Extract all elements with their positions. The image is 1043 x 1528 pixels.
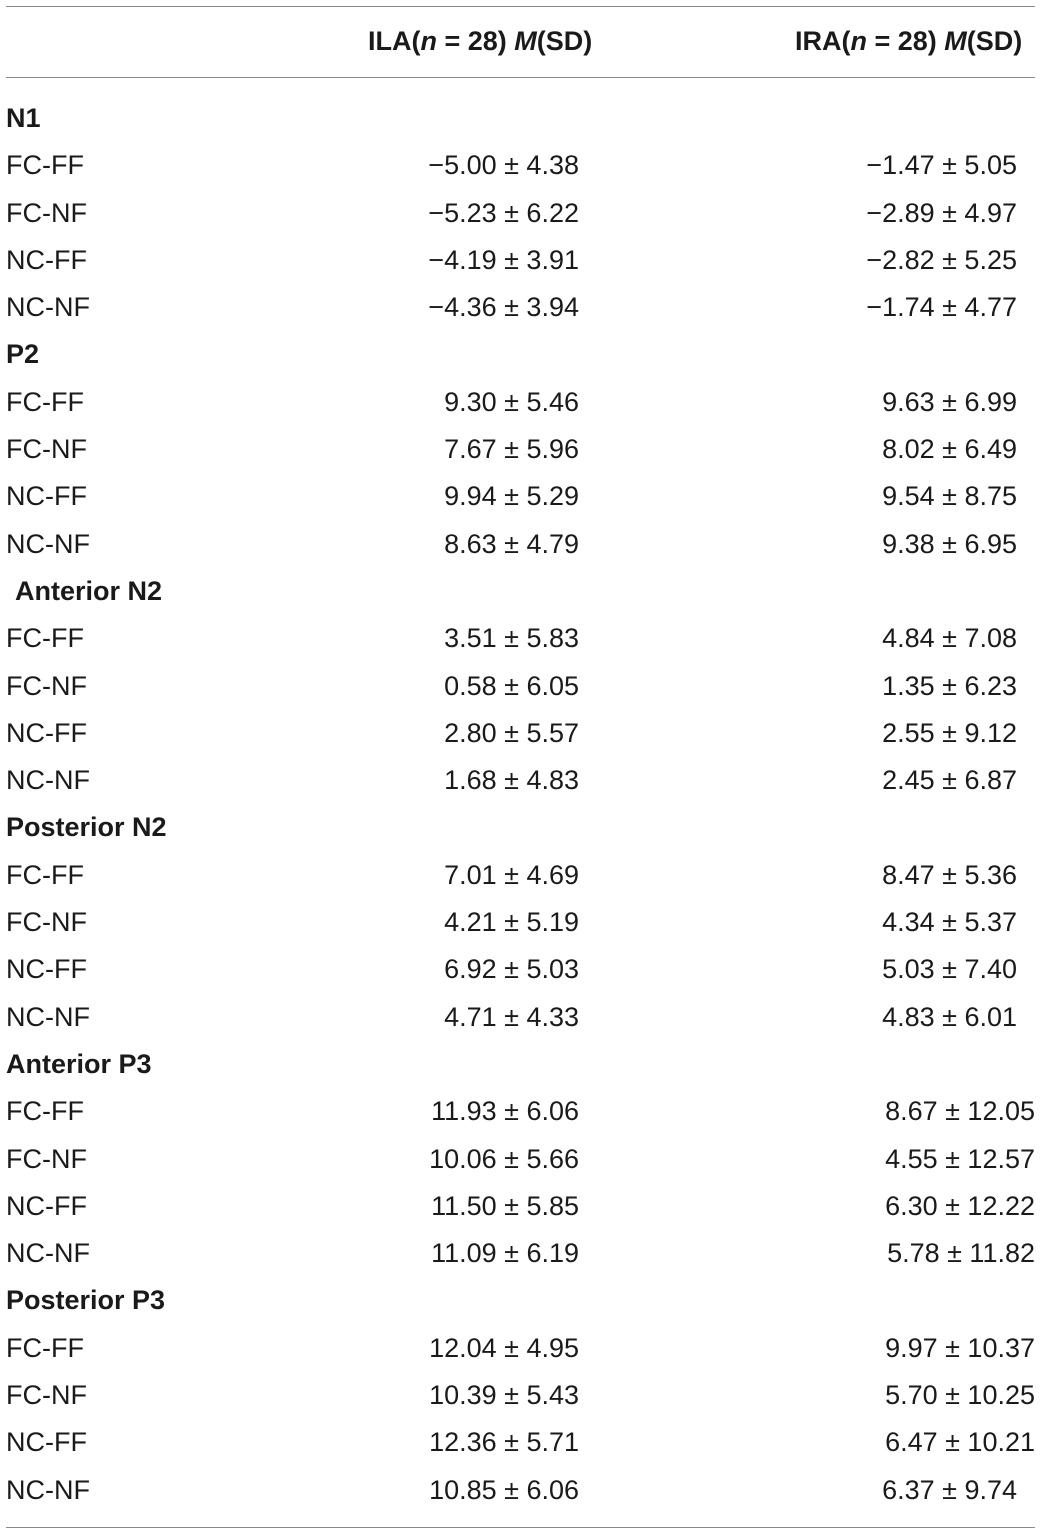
condition-label: FC-NF: [6, 1380, 87, 1411]
table-row: [6, 1468, 1035, 1515]
condition-label: NC-FF: [6, 481, 87, 512]
ila-value: −5.23 ± 6.22: [428, 197, 579, 228]
ila-value: 8.63 ± 4.79: [444, 528, 579, 559]
condition-label: NC-NF: [6, 292, 90, 323]
group-label: N1: [6, 103, 41, 133]
table-row: [6, 1089, 1035, 1136]
condition-label: FC-FF: [6, 859, 84, 890]
header-ila-eq: = 28): [436, 26, 515, 56]
ira-value: 9.63 ± 6.99: [882, 386, 1017, 417]
table-row: [6, 238, 1035, 285]
ila-value: −5.00 ± 4.38: [428, 150, 579, 181]
ila-value: 7.67 ± 5.96: [444, 434, 579, 465]
header-ila-prefix: ILA(: [368, 26, 421, 56]
data-table: [6, 6, 1035, 1528]
table-row: [6, 285, 1035, 332]
condition-label: NC-FF: [6, 244, 87, 275]
condition-label: FC-NF: [6, 1143, 87, 1174]
table-row: [6, 474, 1035, 521]
header-ira-m: M: [944, 26, 967, 56]
ira-value: 5.03 ± 7.40: [882, 954, 1017, 985]
table-row: [6, 1184, 1035, 1231]
ila-value: 11.93 ± 6.06: [431, 1096, 579, 1127]
condition-label: NC-FF: [6, 717, 87, 748]
ila-value: 6.92 ± 5.03: [444, 954, 579, 985]
table-row: [6, 1137, 1035, 1184]
condition-label: NC-FF: [6, 1427, 87, 1458]
ila-value: 11.50 ± 5.85: [431, 1190, 579, 1221]
table-header: [6, 7, 1035, 77]
table-row: [6, 1373, 1035, 1420]
ira-value: −2.89 ± 4.97: [866, 197, 1017, 228]
ila-value: 12.04 ± 4.95: [429, 1332, 579, 1363]
table-row: [6, 143, 1035, 190]
ira-value: 2.45 ± 6.87: [882, 765, 1017, 796]
header-ira-prefix: IRA(: [795, 26, 851, 56]
ila-value: 9.94 ± 5.29: [444, 481, 579, 512]
header-ila-m: M: [514, 26, 537, 56]
ira-value: 6.47 ± 10.21: [885, 1427, 1035, 1458]
table-row: [6, 427, 1035, 474]
ira-value: 6.37 ± 9.74: [882, 1474, 1017, 1505]
group-heading-row: [6, 569, 1035, 616]
ira-value: 5.70 ± 10.25: [885, 1380, 1035, 1411]
ila-value: 0.58 ± 6.05: [444, 670, 579, 701]
table-row: [6, 853, 1035, 900]
ira-value: 8.47 ± 5.36: [882, 859, 1017, 890]
ila-value: 9.30 ± 5.46: [444, 386, 579, 417]
group-label: Anterior P3: [6, 1048, 152, 1079]
header-ira-eq: = 28): [867, 26, 945, 56]
ira-value: 4.55 ± 12.57: [885, 1143, 1035, 1174]
group-heading-row: [6, 96, 1035, 143]
condition-label: NC-NF: [6, 1238, 90, 1269]
header-ira-sd: (SD): [966, 26, 1023, 56]
table-row: [6, 616, 1035, 663]
ila-value: 7.01 ± 4.69: [444, 859, 579, 890]
group-label: Posterior P3: [6, 1285, 166, 1316]
ila-value: 10.06 ± 5.66: [429, 1143, 579, 1174]
condition-label: FC-NF: [6, 434, 87, 465]
ira-value: 9.97 ± 10.37: [885, 1332, 1035, 1363]
ila-value: 12.36 ± 5.71: [429, 1427, 579, 1458]
ila-value: −4.36 ± 3.94: [428, 292, 579, 323]
group-heading-row: [6, 805, 1035, 852]
header-ila-sd: (SD): [536, 26, 593, 56]
group-label: P2: [6, 339, 40, 370]
table-row: [6, 1231, 1035, 1278]
ira-value: −1.74 ± 4.77: [866, 292, 1017, 323]
table-row: [6, 522, 1035, 569]
condition-label: NC-FF: [6, 1190, 87, 1221]
condition-label: FC-NF: [6, 907, 87, 938]
ira-value: 9.38 ± 6.95: [882, 528, 1017, 559]
ira-value: 4.84 ± 7.08: [882, 623, 1017, 654]
ira-value: 8.67 ± 12.05: [885, 1096, 1035, 1127]
ila-value: 3.51 ± 5.83: [444, 623, 579, 654]
condition-label: FC-NF: [6, 670, 87, 701]
header-ira-n: n: [850, 26, 867, 56]
header-ira: [795, 26, 1022, 57]
group-heading-row: [6, 1042, 1035, 1089]
group-label: Posterior N2: [6, 812, 167, 843]
table-row: [6, 1326, 1035, 1373]
ira-value: −2.82 ± 5.25: [866, 244, 1017, 275]
group-label: Anterior N2: [15, 575, 163, 606]
table-row: [6, 758, 1035, 805]
ira-value: 8.02 ± 6.49: [882, 434, 1017, 465]
table-row: [6, 380, 1035, 427]
condition-label: NC-NF: [6, 1474, 90, 1505]
ira-value: −1.47 ± 5.05: [866, 150, 1017, 181]
table-body: [6, 78, 1035, 1527]
condition-label: FC-FF: [6, 386, 84, 417]
condition-label: FC-FF: [6, 1096, 84, 1127]
ila-value: 1.68 ± 4.83: [444, 765, 579, 796]
header-ila: [368, 26, 592, 57]
condition-label: FC-FF: [6, 150, 84, 181]
condition-label: FC-FF: [6, 1332, 84, 1363]
ila-value: 11.09 ± 6.19: [431, 1238, 579, 1269]
ila-value: 2.80 ± 5.57: [444, 717, 579, 748]
condition-label: NC-NF: [6, 528, 90, 559]
ila-value: 4.21 ± 5.19: [444, 907, 579, 938]
ira-value: 6.30 ± 12.22: [885, 1190, 1035, 1221]
ila-value: 4.71 ± 4.33: [444, 1001, 579, 1032]
table-row: [6, 664, 1035, 711]
ira-value: 2.55 ± 9.12: [882, 717, 1017, 748]
group-heading-row: [6, 332, 1035, 379]
ira-value: 1.35 ± 6.23: [882, 670, 1017, 701]
condition-label: NC-NF: [6, 1001, 90, 1032]
header-ila-n: n: [420, 26, 437, 56]
ira-value: 9.54 ± 8.75: [882, 481, 1017, 512]
condition-label: NC-NF: [6, 765, 90, 796]
ila-value: 10.39 ± 5.43: [429, 1380, 579, 1411]
condition-label: FC-FF: [6, 623, 84, 654]
table-row: [6, 995, 1035, 1042]
ira-value: 4.34 ± 5.37: [882, 907, 1017, 938]
group-heading-row: [6, 1278, 1035, 1325]
ira-value: 5.78 ± 11.82: [887, 1238, 1035, 1269]
table-row: [6, 947, 1035, 994]
table-row: [6, 191, 1035, 238]
condition-label: FC-NF: [6, 197, 87, 228]
condition-label: NC-FF: [6, 954, 87, 985]
table-row: [6, 1420, 1035, 1467]
ila-value: −4.19 ± 3.91: [428, 244, 579, 275]
table-row: [6, 711, 1035, 758]
table-row: [6, 900, 1035, 947]
ira-value: 4.83 ± 6.01: [882, 1001, 1017, 1032]
ila-value: 10.85 ± 6.06: [429, 1474, 579, 1505]
